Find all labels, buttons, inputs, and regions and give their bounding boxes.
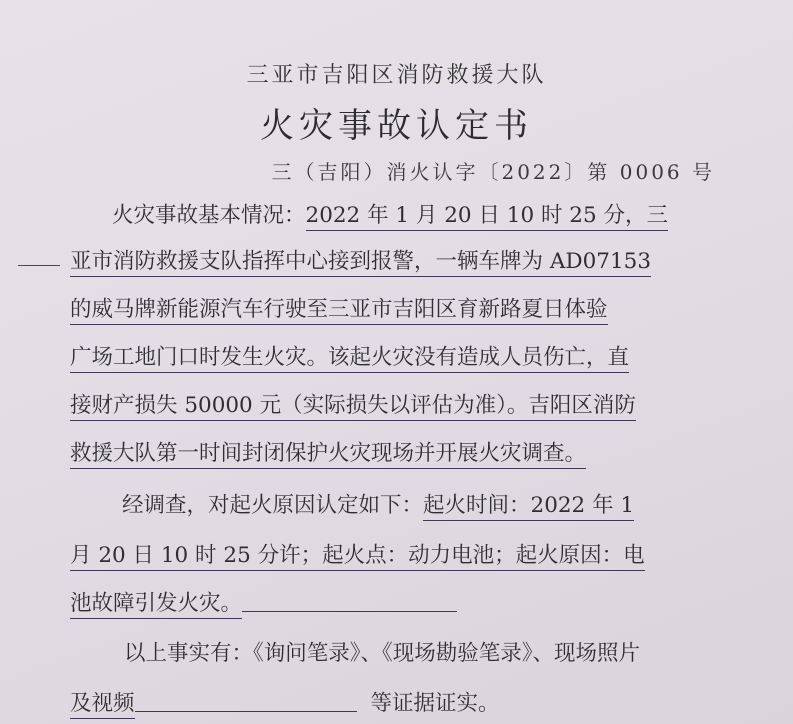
para2-line-1 bbox=[122, 486, 634, 526]
para1-text-3: 的威马牌新能源汽车行驶至三亚市吉阳区育新路夏日体验 bbox=[70, 297, 608, 325]
issuing-organization: 三亚市吉阳区消防救援大队 bbox=[246, 63, 547, 88]
para3-blank-fill bbox=[135, 685, 357, 712]
margin-mark bbox=[18, 265, 60, 266]
para1-text-2: 亚市消防救援支队指挥中心接到报警，一辆车牌为 AD07153 bbox=[70, 249, 651, 277]
para1-text-5: 接财产损失 50000 元（实际损失以评估为准）。吉阳区消防 bbox=[70, 393, 636, 421]
para2-text-1: 起火时间：2022 年 1 bbox=[423, 493, 634, 521]
para3-text-tail: 等证据证实。 bbox=[370, 691, 500, 716]
para1-line-5 bbox=[70, 386, 636, 426]
document-number: 三（吉阳）消火认字〔2022〕第 0006 号 bbox=[271, 160, 715, 184]
para2-text-3: 池故障引发火灾。 bbox=[70, 591, 242, 619]
para2-line-2 bbox=[70, 536, 645, 576]
para1-text-1: 2022 年 1 月 20 日 10 时 25 分，三 bbox=[306, 203, 668, 231]
para2-label: 经调查，对起火原因认定如下： bbox=[122, 493, 424, 518]
para2-blank-fill bbox=[242, 585, 457, 612]
para1-line-1 bbox=[112, 196, 668, 236]
para1-label: 火灾事故基本情况： bbox=[112, 203, 306, 228]
para3-line-2 bbox=[70, 684, 500, 724]
para1-text-6: 救援大队第一时间封闭保护火灾现场并开展火灾调查。 bbox=[70, 441, 586, 469]
para3-text-2: 及视频 bbox=[70, 691, 135, 719]
para1-line-2 bbox=[70, 242, 651, 282]
para3-line-1 bbox=[124, 634, 640, 674]
para3-label: 以上事实有： bbox=[124, 641, 254, 666]
para2-text-2: 月 20 日 10 时 25 分许；起火点：动力电池；起火原因：电 bbox=[70, 543, 645, 571]
para1-line-4 bbox=[70, 338, 629, 378]
para1-line-6 bbox=[70, 434, 586, 474]
document-title: 火灾事故认定书 bbox=[260, 106, 533, 146]
para1-text-4: 广场工地门口时发生火灾。该起火灾没有造成人员伤亡，直 bbox=[70, 345, 629, 373]
para3-text-1: 《询问笔录》、《现场勘验笔录》、现场照片 bbox=[253, 641, 641, 666]
para1-line-3 bbox=[70, 290, 608, 330]
para2-line-3 bbox=[70, 584, 457, 624]
